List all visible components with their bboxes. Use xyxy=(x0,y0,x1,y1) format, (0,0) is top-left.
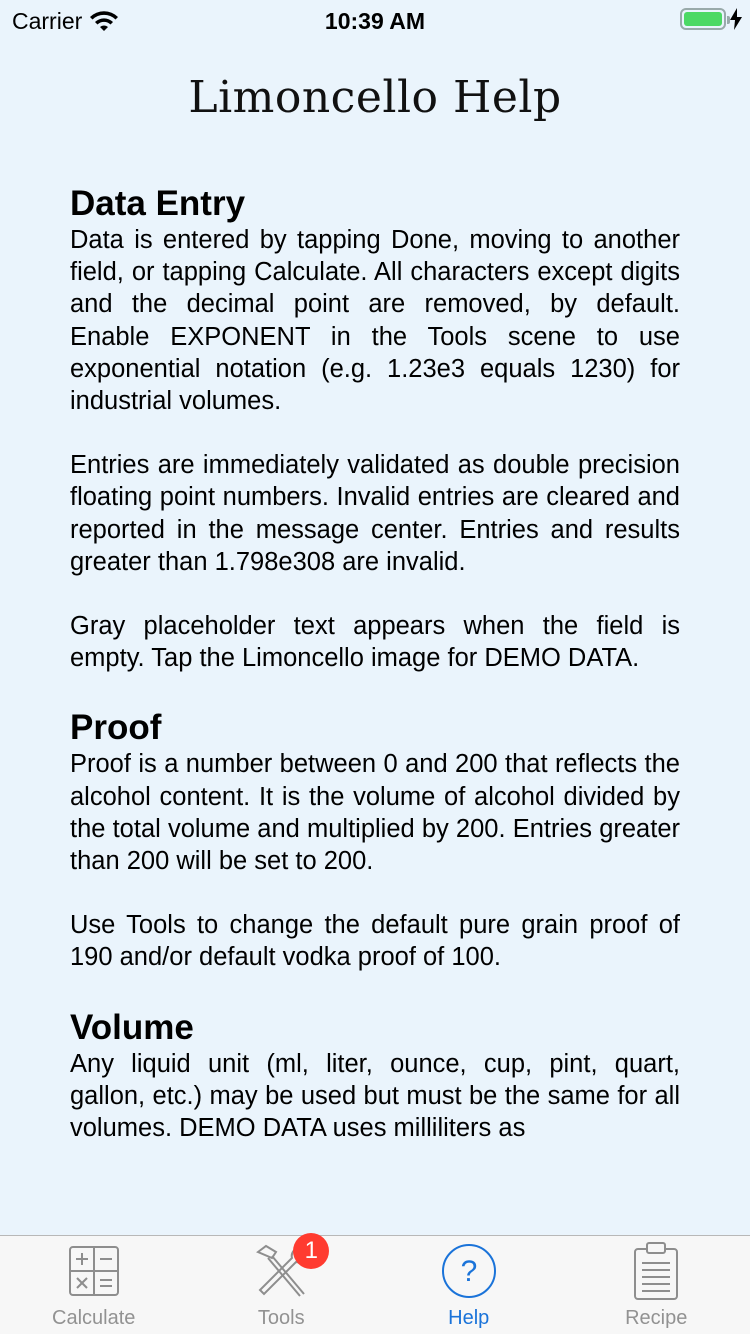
status-time: 10:39 AM xyxy=(324,8,426,34)
tab-calculate[interactable] xyxy=(0,1236,188,1334)
tab-bar xyxy=(0,1235,750,1334)
help-paragraph: Any liquid unit (ml, liter, ounce, cup, pint, quart, gallon, etc.) may be used but must be the same for all volumes. DEMO DATA uses milliliters as xyxy=(70,1049,680,1143)
tools-badge: 1 xyxy=(293,1233,329,1269)
tab-label: Calculate xyxy=(52,1307,136,1329)
help-paragraph: Proof is a number between 0 and 200 that reflects the alcohol content. It is the volume of alcohol divided by the total volume and multiplied by 200. Entries greater than 200 will be set to 200. xyxy=(70,750,680,876)
section-heading: Data Entry xyxy=(70,184,246,223)
svg-text:?: ? xyxy=(460,1255,478,1288)
clipboard-icon xyxy=(631,1241,681,1301)
help-paragraph: Data is entered by tapping Done, moving to another field, or tapping Calculate. All characters except digits and the decimal point are removed, by default. Enable EXPONENT in the Tools scene to use exponential notation (e.g. 1.23e3 equals 1230) for industrial volumes. xyxy=(70,226,680,416)
tab-recipe[interactable] xyxy=(563,1236,750,1334)
section-proof xyxy=(70,708,680,973)
help-paragraph: Use Tools to change the default pure grain proof of 190 and/or default vodka proof of 100. xyxy=(70,911,680,972)
battery-indicator xyxy=(680,8,742,30)
section-volume xyxy=(70,1008,680,1145)
help-content[interactable] xyxy=(70,184,680,1234)
tab-help[interactable] xyxy=(375,1236,563,1334)
question-circle-icon xyxy=(441,1243,497,1299)
tab-label: Recipe xyxy=(625,1307,688,1329)
help-paragraph: Entries are immediately validated as double precision floating point numbers. Invalid entries are cleared and reported in the message center. Entries and results greater than 1.798e308 are invalid. xyxy=(70,451,680,576)
status-bar xyxy=(0,0,750,40)
tab-label: Tools xyxy=(257,1307,305,1329)
page-title: Limoncello Help xyxy=(188,72,562,123)
tab-label: Help xyxy=(448,1307,490,1329)
section-heading: Proof xyxy=(70,708,162,748)
help-paragraph: Gray placeholder text appears when the field is empty. Tap the Limoncello image for DEMO DATA. xyxy=(70,612,680,673)
charging-bolt-icon xyxy=(730,8,742,30)
section-data-entry xyxy=(70,184,680,674)
calculator-icon xyxy=(68,1245,120,1297)
carrier-label: Carrier xyxy=(12,8,83,34)
battery-icon xyxy=(680,8,726,30)
section-heading: Volume xyxy=(70,1007,194,1047)
tab-tools[interactable] xyxy=(188,1236,376,1334)
